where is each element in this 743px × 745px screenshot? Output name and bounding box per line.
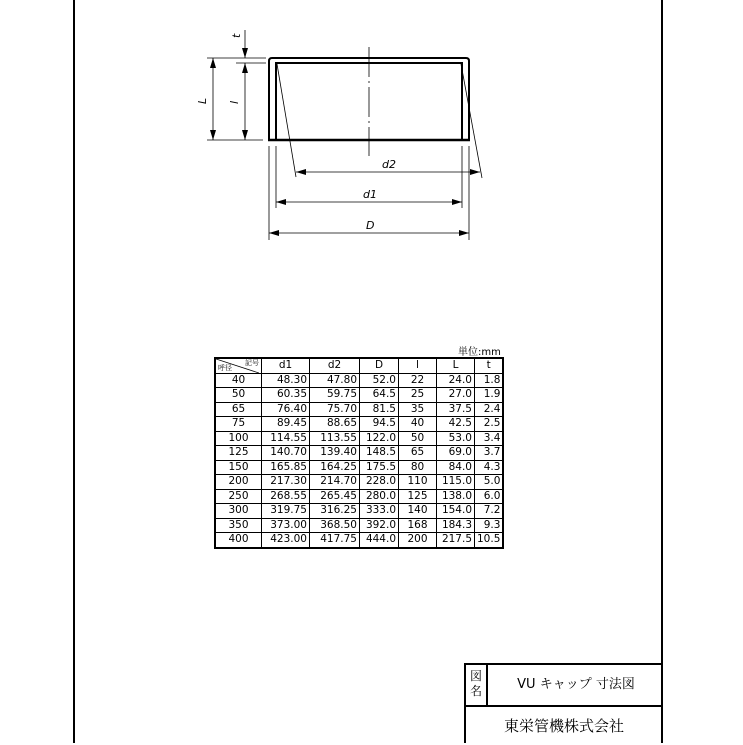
value-cell: 7.2 bbox=[475, 504, 504, 519]
value-cell: 47.80 bbox=[310, 373, 360, 388]
value-cell: 53.0 bbox=[437, 431, 475, 446]
value-cell: 5.0 bbox=[475, 475, 504, 490]
col-header: t bbox=[475, 358, 504, 373]
value-cell: 3.4 bbox=[475, 431, 504, 446]
value-cell: 200 bbox=[399, 533, 437, 548]
value-cell: 214.70 bbox=[310, 475, 360, 490]
value-cell: 444.0 bbox=[360, 533, 399, 548]
value-cell: 84.0 bbox=[437, 460, 475, 475]
value-cell: 27.0 bbox=[437, 388, 475, 403]
nominal-size-cell: 300 bbox=[215, 504, 262, 519]
value-cell: 113.55 bbox=[310, 431, 360, 446]
value-cell: 65 bbox=[399, 446, 437, 461]
value-cell: 316.25 bbox=[310, 504, 360, 519]
value-cell: 80 bbox=[399, 460, 437, 475]
value-cell: 164.25 bbox=[310, 460, 360, 475]
value-cell: 373.00 bbox=[262, 518, 310, 533]
table-row bbox=[215, 373, 503, 388]
col-header: d1 bbox=[262, 358, 310, 373]
value-cell: 140.70 bbox=[262, 446, 310, 461]
value-cell: 4.3 bbox=[475, 460, 504, 475]
label-D: D bbox=[366, 219, 375, 232]
label-L: L bbox=[196, 97, 209, 104]
value-cell: 60.35 bbox=[262, 388, 310, 403]
value-cell: 2.4 bbox=[475, 402, 504, 417]
table-row bbox=[215, 504, 503, 519]
col-header: d2 bbox=[310, 358, 360, 373]
nominal-size-cell: 50 bbox=[215, 388, 262, 403]
value-cell: 94.5 bbox=[360, 417, 399, 432]
value-cell: 165.85 bbox=[262, 460, 310, 475]
value-cell: 35 bbox=[399, 402, 437, 417]
value-cell: 6.0 bbox=[475, 489, 504, 504]
table-row bbox=[215, 533, 503, 548]
value-cell: 333.0 bbox=[360, 504, 399, 519]
value-cell: 228.0 bbox=[360, 475, 399, 490]
value-cell: 114.55 bbox=[262, 431, 310, 446]
table-row bbox=[215, 417, 503, 432]
value-cell: 40 bbox=[399, 417, 437, 432]
table-row bbox=[215, 489, 503, 504]
value-cell: 140 bbox=[399, 504, 437, 519]
value-cell: 184.3 bbox=[437, 518, 475, 533]
value-cell: 81.5 bbox=[360, 402, 399, 417]
value-cell: 168 bbox=[399, 518, 437, 533]
label-d2: d2 bbox=[382, 158, 396, 171]
table-header-row bbox=[215, 358, 503, 373]
col-header: L bbox=[437, 358, 475, 373]
value-cell: 42.5 bbox=[437, 417, 475, 432]
label-d1: d1 bbox=[363, 188, 377, 201]
value-cell: 48.30 bbox=[262, 373, 310, 388]
corner-header bbox=[215, 358, 262, 373]
table-row bbox=[215, 446, 503, 461]
col-header: l bbox=[399, 358, 437, 373]
value-cell: 3.7 bbox=[475, 446, 504, 461]
value-cell: 69.0 bbox=[437, 446, 475, 461]
company-name: 東栄管機株式会社 bbox=[466, 705, 662, 743]
table-row bbox=[215, 402, 503, 417]
drawing-name-label: 図 名 bbox=[466, 665, 488, 705]
value-cell: 319.75 bbox=[262, 504, 310, 519]
value-cell: 52.0 bbox=[360, 373, 399, 388]
value-cell: 139.40 bbox=[310, 446, 360, 461]
value-cell: 1.9 bbox=[475, 388, 504, 403]
value-cell: 2.5 bbox=[475, 417, 504, 432]
value-cell: 9.3 bbox=[475, 518, 504, 533]
value-cell: 25 bbox=[399, 388, 437, 403]
table-row bbox=[215, 431, 503, 446]
table-row bbox=[215, 518, 503, 533]
value-cell: 50 bbox=[399, 431, 437, 446]
value-cell: 59.75 bbox=[310, 388, 360, 403]
drawing-name: VU キャップ 寸法図 bbox=[517, 677, 635, 692]
value-cell: 217.30 bbox=[262, 475, 310, 490]
value-cell: 22 bbox=[399, 373, 437, 388]
nominal-size-cell: 125 bbox=[215, 446, 262, 461]
dimension-table bbox=[214, 357, 504, 549]
value-cell: 125 bbox=[399, 489, 437, 504]
value-cell: 76.40 bbox=[262, 402, 310, 417]
value-cell: 392.0 bbox=[360, 518, 399, 533]
nominal-size-cell: 250 bbox=[215, 489, 262, 504]
value-cell: 89.45 bbox=[262, 417, 310, 432]
value-cell: 417.75 bbox=[310, 533, 360, 548]
label-t: t bbox=[230, 33, 243, 38]
value-cell: 24.0 bbox=[437, 373, 475, 388]
nominal-size-cell: 350 bbox=[215, 518, 262, 533]
table-row bbox=[215, 460, 503, 475]
value-cell: 122.0 bbox=[360, 431, 399, 446]
nominal-size-cell: 400 bbox=[215, 533, 262, 548]
value-cell: 148.5 bbox=[360, 446, 399, 461]
value-cell: 37.5 bbox=[437, 402, 475, 417]
nominal-size-cell: 40 bbox=[215, 373, 262, 388]
table-row bbox=[215, 475, 503, 490]
value-cell: 1.8 bbox=[475, 373, 504, 388]
table-row bbox=[215, 388, 503, 403]
unit-label: 単位:mm bbox=[458, 347, 501, 358]
label-l: l bbox=[228, 100, 241, 104]
value-cell: 138.0 bbox=[437, 489, 475, 504]
value-cell: 110 bbox=[399, 475, 437, 490]
value-cell: 175.5 bbox=[360, 460, 399, 475]
corner-symbol-label: 記号 bbox=[245, 359, 259, 367]
value-cell: 280.0 bbox=[360, 489, 399, 504]
value-cell: 64.5 bbox=[360, 388, 399, 403]
nominal-size-cell: 100 bbox=[215, 431, 262, 446]
col-header: D bbox=[360, 358, 399, 373]
value-cell: 75.70 bbox=[310, 402, 360, 417]
value-cell: 368.50 bbox=[310, 518, 360, 533]
value-cell: 268.55 bbox=[262, 489, 310, 504]
nominal-size-cell: 200 bbox=[215, 475, 262, 490]
nominal-size-cell: 150 bbox=[215, 460, 262, 475]
title-block bbox=[464, 663, 662, 743]
nominal-size-cell: 75 bbox=[215, 417, 262, 432]
nominal-size-cell: 65 bbox=[215, 402, 262, 417]
value-cell: 10.5 bbox=[475, 533, 504, 548]
value-cell: 217.5 bbox=[437, 533, 475, 548]
value-cell: 115.0 bbox=[437, 475, 475, 490]
corner-nominal-label: 呼径 bbox=[218, 363, 232, 372]
value-cell: 423.00 bbox=[262, 533, 310, 548]
value-cell: 88.65 bbox=[310, 417, 360, 432]
value-cell: 265.45 bbox=[310, 489, 360, 504]
value-cell: 154.0 bbox=[437, 504, 475, 519]
